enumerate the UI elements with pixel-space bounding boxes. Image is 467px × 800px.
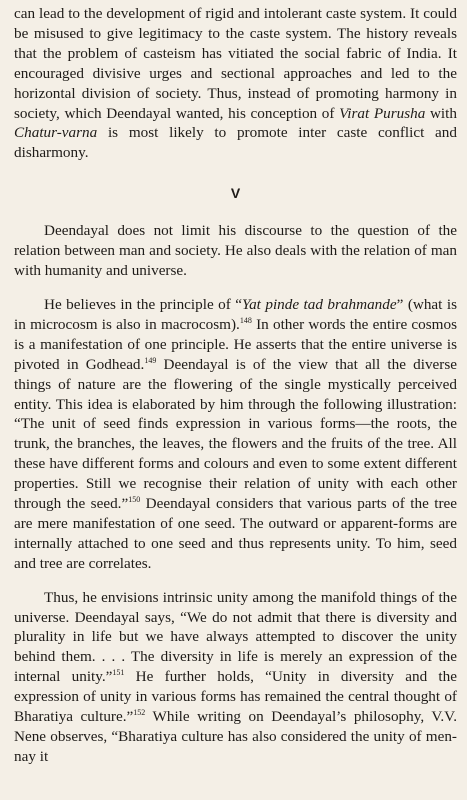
paragraph-gap [14,281,457,295]
text-run: can lead to the development of rigid and intolerant caste system. It could be misused to give legitimacy to the caste system. The history reveals that the problem of casteism has vitiated the social fabric of India. It encouraged divisive urges and sectional approaches and led to the horizontal division of society. Thus, instead of promoting harmony in society, which Deendayal wanted, his conception of [14,5,457,122]
paragraph-3 [14,295,457,574]
footnote-ref: 152 [133,708,146,718]
text-run: is most likely to promote inter caste conflict and disharmony. [14,124,457,162]
paragraph-2: Deendayal does not limit his discourse to the question of the relation between man and society. He also deals with the relation of man with humanity and universe. [14,222,457,280]
paragraph-4 [14,588,457,767]
text-run: He believes in the principle of “ [44,295,243,313]
italic-term: Virat Purusha [339,104,426,122]
text-run: In other words the entire cosmos is a manifestation of one principle. He asserts that the entire universe is pivoted in Godhead. [14,315,457,373]
footnote-ref: 149 [144,355,157,365]
text-run: While writing on Deendayal’s philosophy, V.V. Nene observes, “Bharatiya culture has also considered the unity of men-nay it [14,708,457,765]
section-heading: V [230,185,241,202]
italic-term: Chatur-varna [14,124,98,142]
text-run: with [425,104,457,122]
text-run: Deendayal is of the view that all the diverse things of nature are the flowering of the single mystically perceived entity. This idea is elaborated by him through the following illustration: “The unit of seed finds expression in various forms—the roots, the trunk, the branches, the leaves, the flowers and the fruits of the tree. All these have different forms and colours and even to some extent different properties. Still we recognise their relation of unity with each other through the seed.” [14,355,457,513]
text-run: ” (what is in microcosm is also in macrocosm). [14,295,457,333]
paragraph-gap [14,574,457,588]
text-run: He further holds, “Unity in diversity and the expression of unity in various forms has remained the central thought of Bharatiya culture.” [14,668,457,726]
footnote-ref: 151 [112,668,125,678]
footnote-ref: 150 [128,494,141,504]
italic-term: Yat pinde tad brahmande [242,295,397,313]
text-run: Deendayal considers that various parts of the tree are mere manifestation of one seed. The outward or apparent-forms are internally attached to one seed and thus represents unity. To him, seed and tree are correlates. [14,495,458,572]
text-run: Thus, he envisions intrinsic unity among the manifold things of the universe. Deendayal says, “We do not admit that there is diversity and plurality in life but we have always attempted to discover the unity behind them. . . . The diversity in life is merely an expression of the internal unity.” [14,588,457,686]
footnote-ref: 148 [239,315,252,325]
paragraph-1 [14,4,457,163]
